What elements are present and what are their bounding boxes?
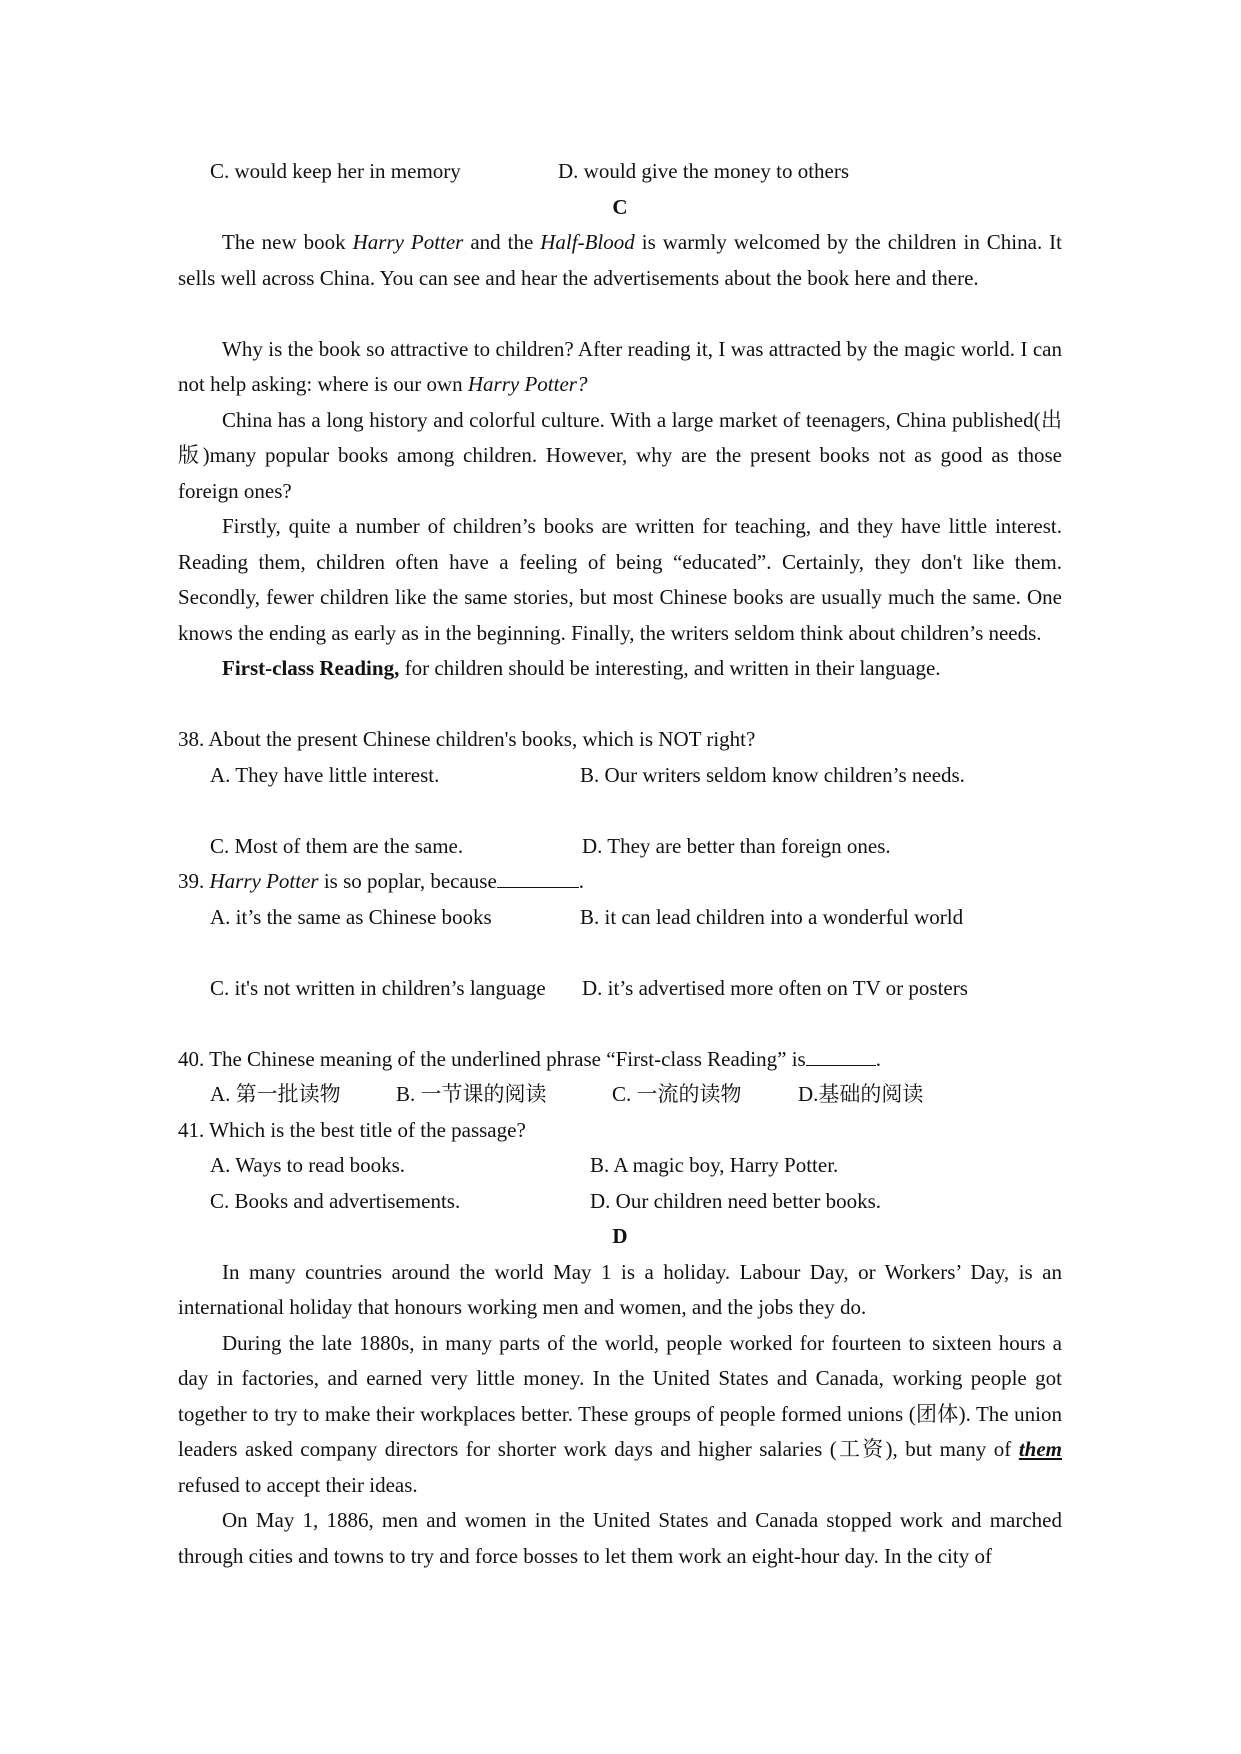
q39-option-d: D. it’s advertised more often on TV or posters [582,975,968,1000]
underlined-word-them: them [1018,1437,1062,1461]
question-40-options [178,1077,1062,1113]
q39-option-c: C. it's not written in children’s language [210,975,546,1000]
q40-option-d: D.基础的阅读 [798,1082,924,1106]
q41-option-b: B. A magic boy, Harry Potter. [590,1153,839,1177]
question-39-options-ab [178,900,1062,936]
section-d-heading: D [612,1224,628,1248]
q41-option-a: A. Ways to read books. [210,1153,406,1177]
option-row-top [178,154,1062,190]
option-c-top: C. would keep her in memory [210,159,461,183]
section-c-paragraph-4: Firstly, quite a number of children’s books are written for teaching, and they have little interest. Reading them, children often have a feeling of being “educated”. Certainly, they don't like them. Secondly, fewer children like the same stories, but most Chinese books are usually much the same. One knows the ending as early as in the beginning. Finally, the writers seldom think about children’s needs. [178,514,1062,645]
section-d-paragraph-1: In many countries around the world May 1 is a holiday. Labour Day, or Workers’ Day, is an international holiday that honours working men and women, and the jobs they do. [178,1259,1062,1319]
section-d-paragraph-2: During the late 1880s, in many parts of the world, people worked for fourteen to sixteen hours a day in factories, and earned very little money. In the United States and Canada, working people got together to try to make their workplaces better. These groups of people formed unions (团体). The union leaders asked company directors for shorter work days and higher salaries (工资), but many of them refused to accept their ideas. [178,1330,1062,1497]
section-c-paragraph-3: China has a long history and colorful culture. With a large market of teenagers, China published(出版)many popular books among children. However, why are the present books not as good as those foreign ones? [178,407,1062,503]
answer-blank [497,865,579,888]
q38-option-a: A. They have little interest. [210,762,440,787]
question-41-options-ab [178,1148,1062,1184]
question-41-stem: 41. Which is the best title of the passage? [178,1117,526,1142]
q40-option-a: A. 第一批读物 [210,1082,341,1106]
q40-option-c: C. 一流的读物 [612,1082,742,1106]
option-d-top: D. would give the money to others [558,159,850,183]
question-39-stem: 39. Harry Potter is so poplar, because . [178,864,1062,900]
q39-option-b: B. it can lead children into a wonderful world [580,904,964,929]
q38-option-c: C. Most of them are the same. [210,833,464,858]
answer-blank [806,1043,876,1066]
section-c-heading: C [612,194,628,219]
q41-option-c: C. Books and advertisements. [210,1188,461,1213]
section-d-paragraph-3: On May 1, 1886, men and women in the United States and Canada stopped work and marched through cities and towns to try and force bosses to let them work an eight-hour day. In the city of [178,1508,1062,1568]
question-41-options-cd [178,1184,1062,1220]
q40-option-b: B. 一节课的阅读 [396,1082,547,1106]
question-39-options-cd [178,971,1062,1007]
page-content [178,154,1062,1574]
q41-option-d: D. Our children need better books. [590,1188,881,1213]
q38-option-d: D. They are better than foreign ones. [582,833,891,858]
question-38-stem: 38. About the present Chinese children's books, which is NOT right? [178,727,756,751]
section-c-paragraph-2: Why is the book so attractive to children? After reading it, I was attracted by the magic world. I can not help asking: where is our own Harry Potter? [178,336,1062,396]
section-c-paragraph-1: The new book Harry Potter and the Half-Blood is warmly welcomed by the children in China. It sells well across China. You can see and hear the advertisements about the book here and there. [178,230,1062,290]
section-c-paragraph-5: First-class Reading, for children should be interesting, and written in their language. [222,656,941,680]
q38-option-b: B. Our writers seldom know children’s needs. [580,762,965,787]
question-38-options-ab [178,758,1062,794]
q39-option-a: A. it’s the same as Chinese books [210,904,492,929]
question-40-stem: 40. The Chinese meaning of the underlined phrase “First-class Reading” is . [178,1042,1062,1078]
question-38-options-cd [178,829,1062,865]
